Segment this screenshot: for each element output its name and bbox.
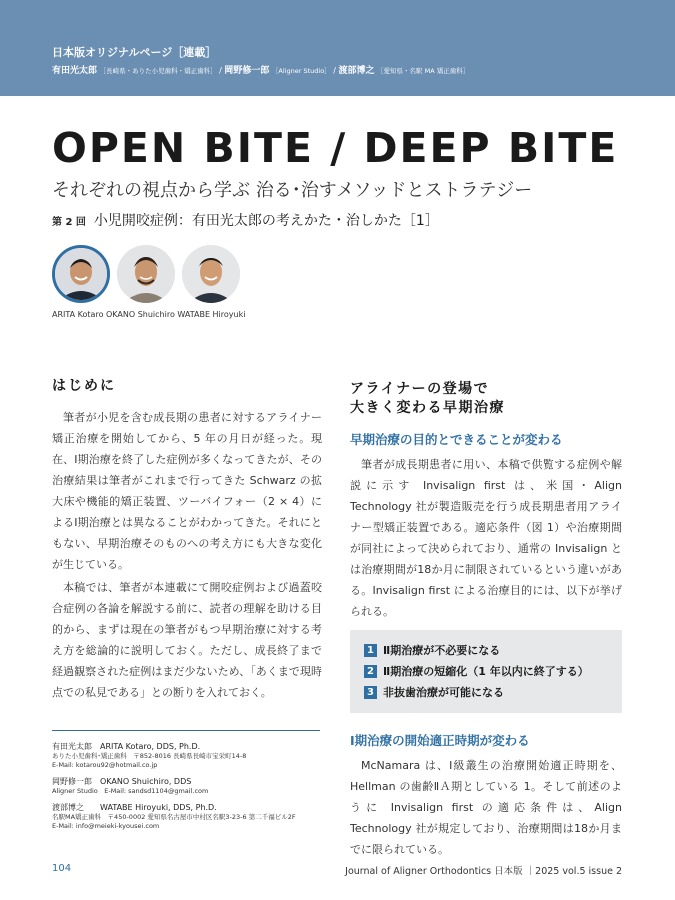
list-text: Ⅱ期治療の短縮化（1 年以内に終了する）: [383, 665, 589, 678]
section-heading: はじめに: [52, 378, 116, 394]
section-heading: [350, 380, 622, 418]
avatar-portrait-icon: [55, 248, 107, 300]
series-label: 日本版オリジナルページ［連載］: [52, 46, 217, 59]
author-affiliation: ［長崎県・ありた小児歯科・矯正歯科］: [99, 67, 217, 75]
footnote-line: ありた小児歯科･矯正歯科 〒852-8016 長崎県長崎市宝栄町14-8: [52, 752, 247, 760]
list-text: 非抜歯治療が可能になる: [383, 686, 504, 699]
subsection-heading: 早期治療の目的とできることが変わる: [350, 432, 563, 447]
avatar: [52, 245, 110, 303]
author-name: 有田光太郎: [52, 66, 98, 76]
footnote-author: [52, 802, 320, 831]
footnote-name: 岡野修一郎 OKANO Shuichiro, DDS: [52, 777, 192, 786]
episode-number: 第 2 回: [52, 217, 86, 228]
episode-text: 小児開咬症例：有田光太郎の考えかた・治しかた［1］: [93, 213, 439, 229]
footnote-author: [52, 776, 320, 796]
avatar-portrait-icon: [182, 245, 240, 303]
avatar: [117, 245, 175, 303]
right-column: [350, 380, 622, 862]
left-column: [52, 375, 322, 705]
list-item: [364, 640, 608, 661]
paragraph: 本稿では、筆者が本連載にて開咬症例および過蓋咬合症例の各論を解説する前に、読者の理解を助ける目的から、まずは現在の筆者がもつ早期治療に対する考え方を総論的に説明しておく。ただし、成長終了まで経過観察された症例はまだ少ないため、「あくまで現時点での私見である」との断りを入れておく。: [52, 581, 322, 699]
footnote-line: E-Mail: info@meieki-kyousei.com: [52, 822, 160, 830]
footnote-line: 名駅MA矯正歯科 〒450-0002 愛知県名古屋市中村区名駅3-23-6 第二千福ビル2F: [52, 813, 296, 821]
paragraph: 筆者が小児を含む成長期の患者に対するアライナー矯正治療を開始してから、5 年の月日が経った。現在、Ⅰ期治療を終了した症例が多くなってきたが、その治療結果は筆者がこれまで行ってきた Schwarz の拡大床や機能的矯正装置、ツーバイフォー（2 × 4）によるⅠ期治療とは異なることがわかってきた。それにともない、早期治療そのものへの考え方にも大きな変化が生じている。: [52, 411, 322, 571]
author-name: 岡野修一郎: [224, 66, 270, 76]
author-affiliation: ［愛知県・名駅 MA 矯正歯科］: [377, 67, 470, 75]
section-heading-line: アライナーの登場で: [350, 381, 490, 397]
author-footnote: [52, 730, 320, 837]
journal-name: Journal of Aligner Orthodontics 日本版 ｜2025 vol.5 issue 2: [345, 866, 622, 877]
footnote-author: [52, 741, 320, 770]
paragraph: McNamara は、Ⅰ級叢生の治療開始適正時期を、Hellman の歯齢ⅡＡ期としている 1。そして前述のように Invisalign first の適応条件は、Align Technology 社が規定しており、治療期間は18か月までに限られている。: [350, 759, 622, 856]
main-title: OPEN BITE / DEEP BITE: [52, 124, 619, 172]
footnote-line: Aligner Studio E-Mail: sandsd1104@gmail.com: [52, 787, 209, 795]
footnote-name: 渡部博之 WATABE Hiroyuki, DDS, Ph.D.: [52, 803, 217, 812]
page-number: 104: [52, 863, 72, 874]
purpose-list: [350, 630, 622, 713]
list-text: Ⅱ期治療が不必要になる: [383, 644, 501, 657]
avatar-portrait-icon: [117, 245, 175, 303]
author-name: 渡部博之: [338, 66, 375, 76]
list-item: [364, 682, 608, 703]
list-number: 1: [364, 644, 377, 657]
paragraph: 筆者が成長期患者に用い、本稿で供覧する症例や解説に示す Invisalign first は、米国・Align Technology 社が製造販売を行う成長期患者用アライナー型矯正装置である。適応条件（図 1）や治療期間が同社によって決められており、通常の Invisalign とは治療期間が18か月に制限されているという違いがある。Invisalign first による治療目的には、以下が挙げられる。: [350, 458, 622, 618]
list-item: [364, 661, 608, 682]
episode-title: [52, 210, 439, 230]
list-number: 2: [364, 665, 377, 678]
section-heading-line: 大きく変わる早期治療: [350, 400, 505, 416]
list-number: 3: [364, 686, 377, 699]
author-affiliation: ［Aligner Studio］: [271, 67, 331, 75]
avatar: [182, 245, 240, 303]
header-band: [0, 0, 675, 96]
subtitle: それぞれの視点から学ぶ 治る･治すメソッドとストラテジー: [52, 180, 533, 201]
footnote-line: E-Mail: kotarou92@hotmail.co.jp: [52, 761, 158, 769]
header-authors: 有田光太郎 ［長崎県・ありた小児歯科・矯正歯科］ / 岡野修一郎 ［Aligner Studio］ / 渡部博之 ［愛知県・名駅 MA 矯正歯科］: [52, 66, 470, 76]
subsection-heading: Ⅰ期治療の開始適正時期が変わる: [350, 733, 530, 748]
avatar-names: ARITA Kotaro OKANO Shuichiro WATABE Hiroyuki: [52, 310, 246, 319]
footnote-name: 有田光太郎 ARITA Kotaro, DDS, Ph.D.: [52, 742, 201, 751]
